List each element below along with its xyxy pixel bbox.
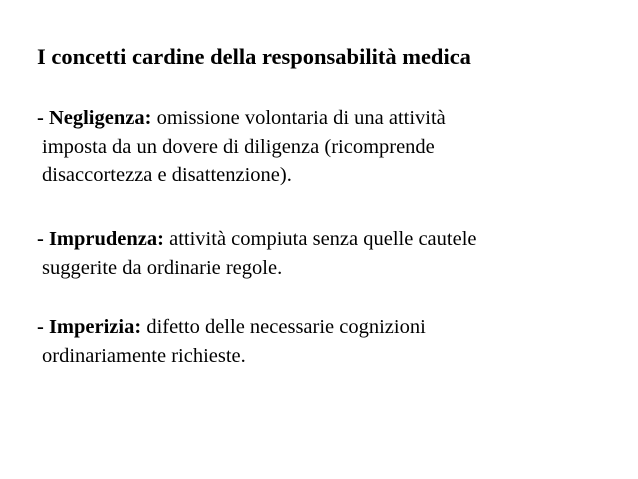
definition-term: Negligenza: [48,107,152,129]
definition-term: Imperizia: [48,316,142,338]
definition-text: attività compiuta senza quelle cautele [169,228,477,250]
definition-imperizia [37,313,426,370]
slide-title: I concetti cardine della responsabilità medica [37,44,471,69]
definition-text: ordinariamente richieste. [42,344,246,367]
definition-text: difetto delle necessarie cognizioni [146,316,426,338]
definition-dash: - [37,228,44,250]
definition-first-line [37,313,426,342]
definition-text: suggerite da ordinarie regole. [42,256,283,279]
definition-text: imposta da un dovere di diligenza (ricomprende [42,135,435,158]
definition-first-line [37,225,477,254]
definition-text: disaccortezza e disattenzione). [42,164,292,186]
definition-dash: - [37,107,44,129]
definition-term: Imprudenza: [48,228,164,250]
definition-negligenza [37,104,446,190]
definition-first-line [37,104,446,133]
definition-text: omissione volontaria di una attività [156,107,446,129]
definition-dash: - [37,316,44,338]
definition-imprudenza [37,225,477,282]
